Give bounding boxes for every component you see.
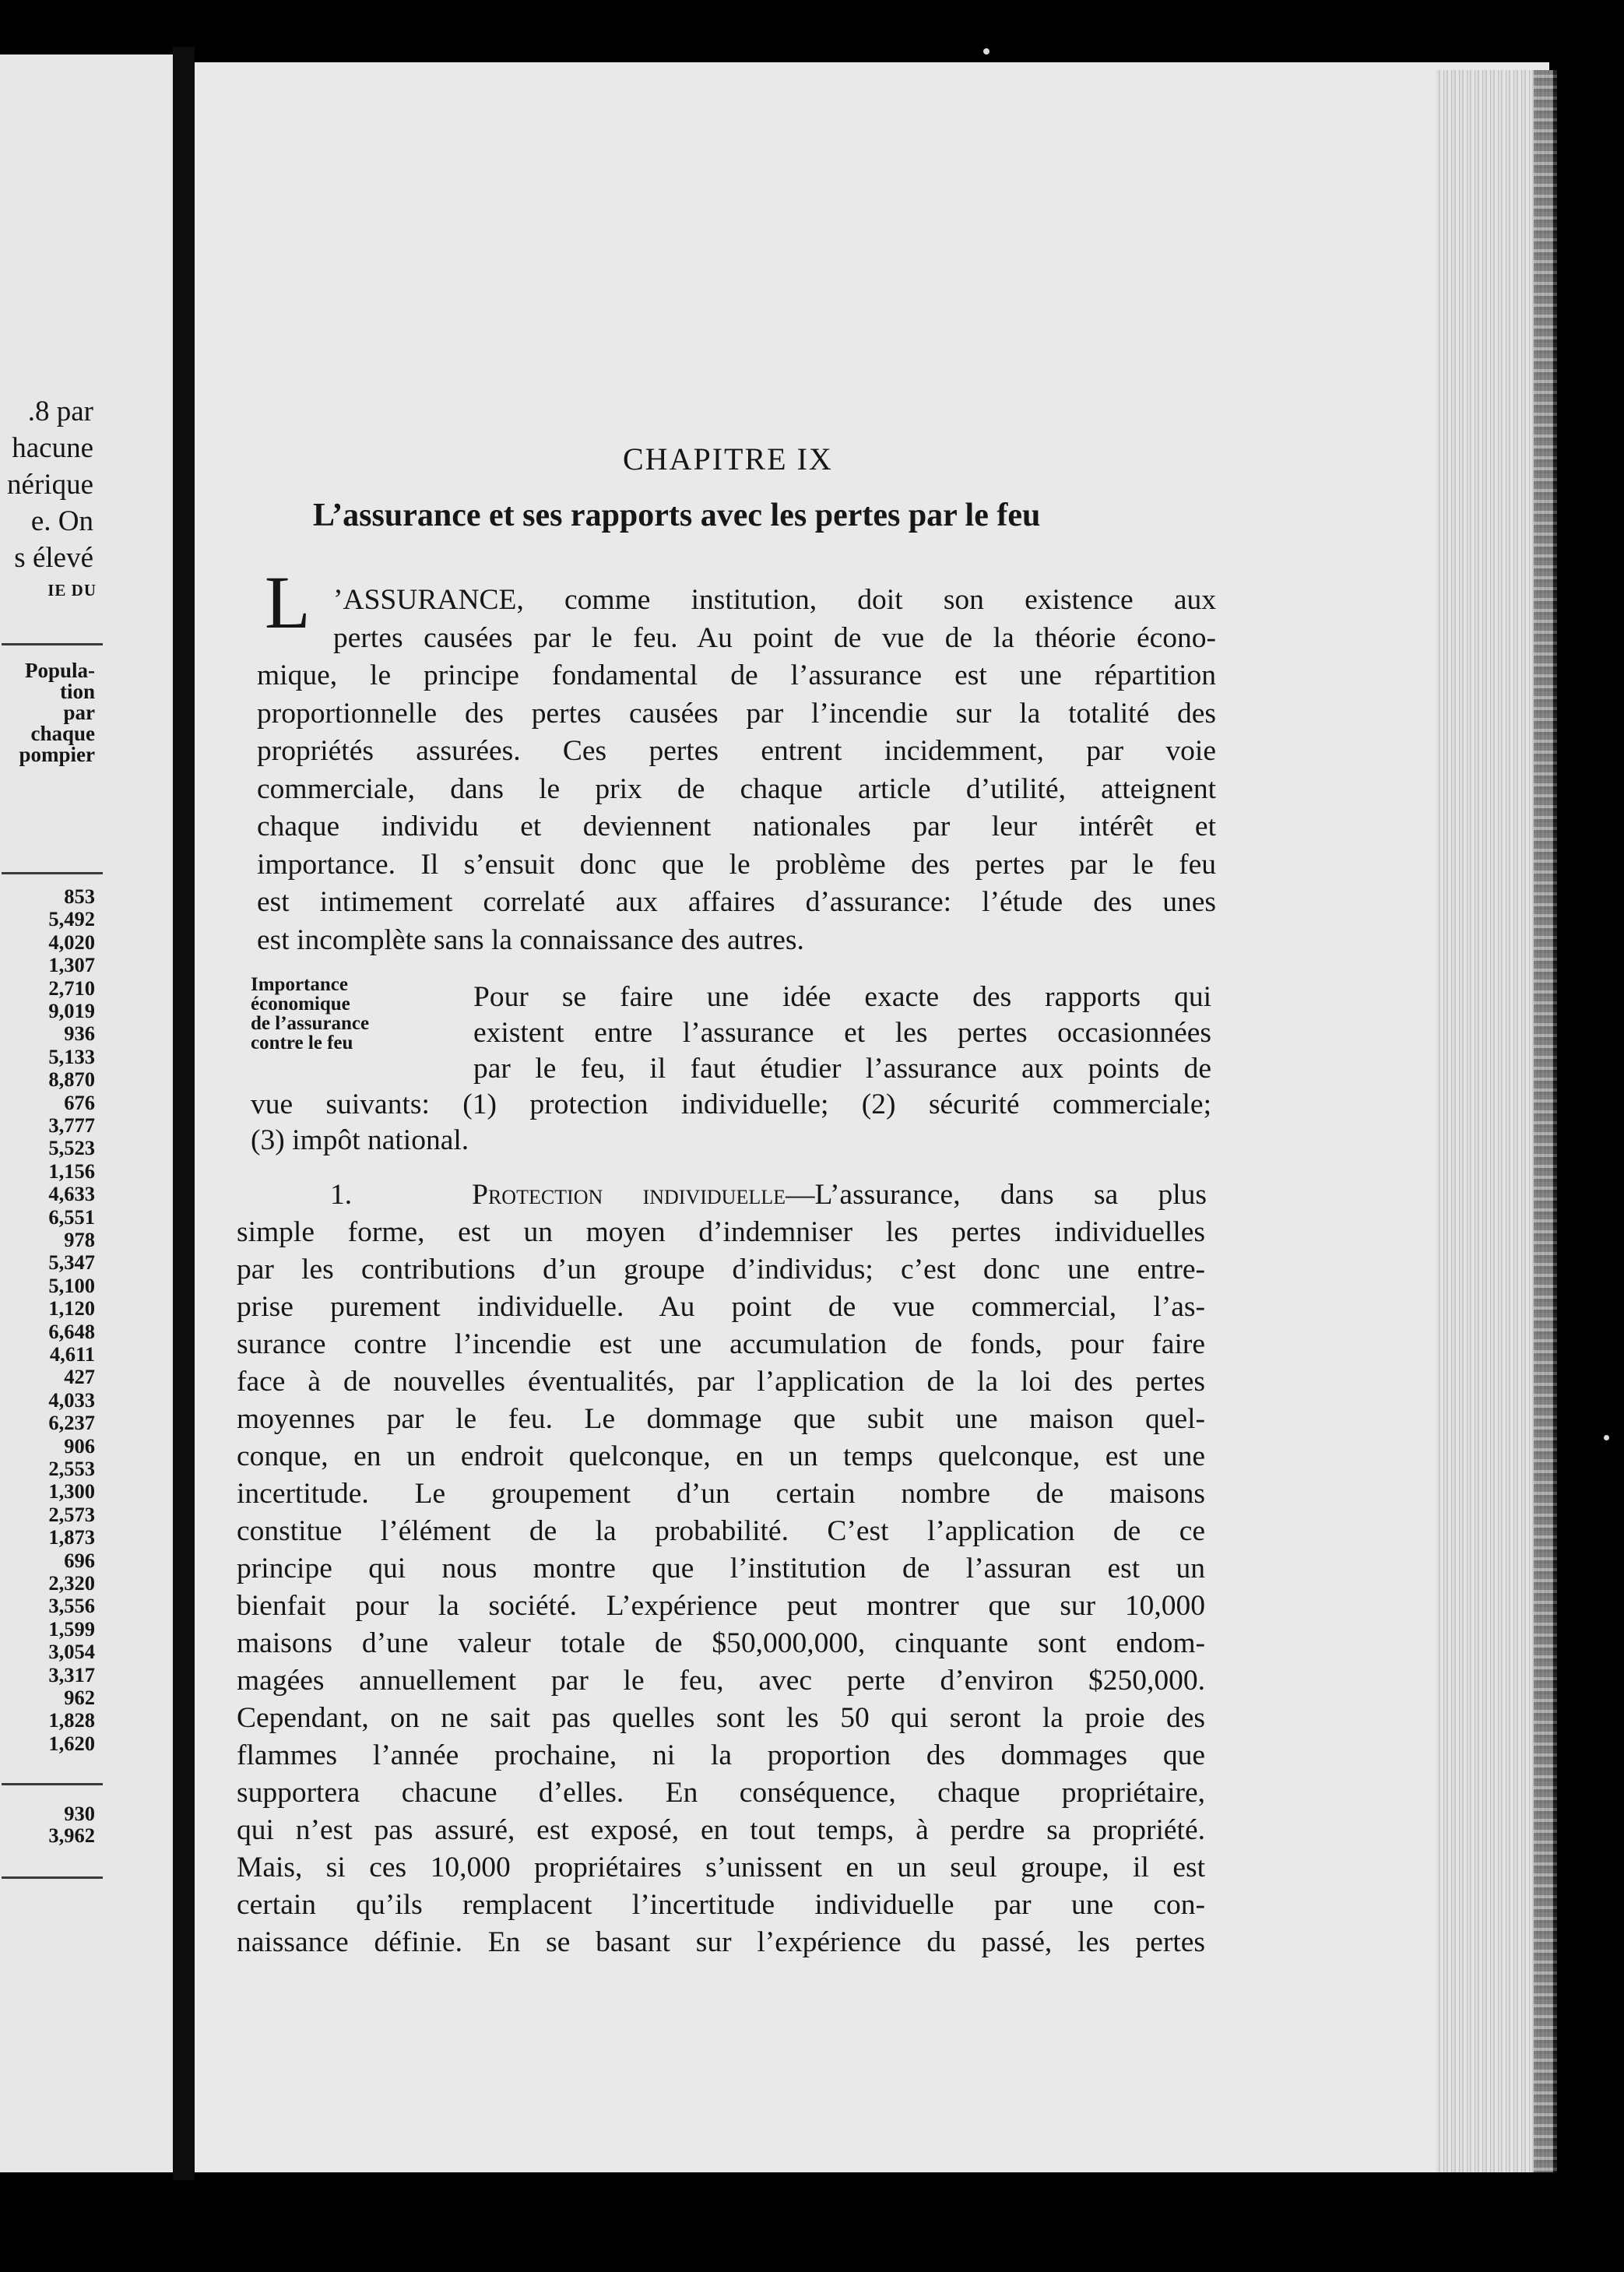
section-1-line: Cependant, on ne sait pas quelles sont les 50 qui seront la proie des xyxy=(237,1702,1205,1734)
left-page-text-line: s élevé xyxy=(14,542,93,574)
left-table-value: 8,870 xyxy=(48,1067,95,1092)
section-1-heading: Protection individuelle xyxy=(472,1179,786,1211)
left-table-value: 2,553 xyxy=(48,1457,95,1480)
left-page-text-line: e. On xyxy=(30,505,93,537)
left-table-value: 4,033 xyxy=(48,1387,95,1412)
left-table-value: 2,320 xyxy=(48,1571,95,1595)
chapter-number: CHAPITRE IX xyxy=(623,441,833,477)
section-1-line: Mais, si ces 10,000 propriétaires s’unissent en un seul groupe, il est xyxy=(237,1852,1205,1883)
intro-line: pertes causées par le feu. Au point de vue de la théorie écono- xyxy=(333,621,1216,654)
paragraph-2-line: (3) impôt national. xyxy=(251,1124,469,1156)
left-table-value: 427 xyxy=(64,1365,95,1389)
left-table-value: 906 xyxy=(64,1433,95,1458)
left-table-value: 696 xyxy=(64,1548,95,1572)
page-edge-shadow xyxy=(1534,70,1557,2172)
left-table-value: 9,019 xyxy=(48,999,95,1022)
left-table-rule-totals xyxy=(2,1783,103,1785)
left-table-value: 5,492 xyxy=(48,907,95,931)
margin-note-line: contre le feu xyxy=(251,1032,353,1053)
section-1-first-line xyxy=(330,1180,1207,1210)
left-table-value: 4,633 xyxy=(48,1182,95,1206)
left-table-total: 3,962 xyxy=(48,1824,95,1847)
section-1-line: magées annuellement par le feu, avec perte d’environ $250,000. xyxy=(237,1665,1205,1697)
left-table-total: 930 xyxy=(64,1802,95,1825)
left-table-value: 3,317 xyxy=(48,1662,95,1686)
left-page-text-line: nérique xyxy=(7,469,93,501)
left-table-value: 1,300 xyxy=(48,1479,95,1504)
left-table-rule-top xyxy=(2,643,103,645)
section-1-line: moyennes par le feu. Le dommage que subit une maison quel- xyxy=(237,1403,1205,1435)
drop-cap: L xyxy=(265,561,311,644)
left-table-value: 1,620 xyxy=(48,1731,95,1755)
section-1-line: par les contributions d’un groupe d’individus; c’est donc une entre- xyxy=(237,1254,1205,1285)
section-1-line: maisons d’une valeur totale de $50,000,000, cinquante sont endom- xyxy=(237,1627,1205,1659)
left-table-value: 1,873 xyxy=(48,1525,95,1549)
left-table-value: 4,611 xyxy=(49,1342,95,1366)
left-table-value: 3,054 xyxy=(48,1640,95,1664)
left-table-value: 4,020 xyxy=(48,930,95,954)
left-table-value: 1,120 xyxy=(48,1296,95,1321)
intro-line: ’ASSURANCE, comme institution, doit son existence aux xyxy=(333,584,1216,616)
left-table-value: 6,237 xyxy=(48,1411,95,1435)
left-column-header-line: pompier xyxy=(19,743,95,766)
intro-line: importance. Il s’ensuit donc que le problème des pertes par le feu xyxy=(257,848,1216,881)
left-table-value: 1,828 xyxy=(48,1708,95,1732)
left-column-header-line: Popula- xyxy=(24,659,95,682)
left-table-value: 1,307 xyxy=(48,953,95,977)
paragraph-2-line: existent entre l’assurance et les pertes occasionnées xyxy=(473,1017,1211,1049)
intro-line: proportionnelle des pertes causées par l’incendie sur la totalité des xyxy=(257,697,1216,730)
left-table-value: 5,100 xyxy=(48,1273,95,1297)
left-table-value: 676 xyxy=(64,1090,95,1114)
section-1-line: incertitude. Le groupement d’un certain nombre de maisons xyxy=(237,1478,1205,1510)
left-table-value: 6,551 xyxy=(48,1205,95,1229)
intro-line: mique, le principe fondamental de l’assurance est une répartition xyxy=(257,659,1216,691)
paragraph-2-line: par le feu, il faut étudier l’assurance aux points de xyxy=(473,1053,1211,1085)
paragraph-2-line: vue suivants: (1) protection individuelle; (2) sécurité commerciale; xyxy=(251,1089,1211,1120)
intro-line: commerciale, dans le prix de chaque article d’utilité, atteignent xyxy=(257,772,1216,805)
left-column-header-line: chaque xyxy=(30,722,95,745)
section-1-line: certain qu’ils remplacent l’incertitude individuelle par une con- xyxy=(237,1889,1205,1921)
margin-note-line: économique xyxy=(251,994,350,1015)
left-table-rule-bottom xyxy=(2,1876,103,1879)
section-1-line: conque, en un endroit quelconque, en un temps quelconque, est une xyxy=(237,1440,1205,1472)
scan-speck xyxy=(1604,1435,1609,1440)
left-page-heading-fragment: IE DU xyxy=(47,581,97,600)
left-table-value: 2,573 xyxy=(48,1502,95,1526)
section-1-line: supportera chacune d’elles. En conséquence, chaque propriétaire, xyxy=(237,1777,1205,1809)
left-table-value: 936 xyxy=(64,1022,95,1046)
margin-note-line: Importance xyxy=(251,974,348,995)
chapter-title: L’assurance et ses rapports avec les pertes par le feu xyxy=(313,498,1041,533)
section-1-line: prise purement individuelle. Au point de vue commercial, l’as- xyxy=(237,1291,1205,1323)
section-1-line: face à de nouvelles éventualités, par l’application de la loi des pertes xyxy=(237,1366,1205,1398)
intro-line: est intimement correlaté aux affaires d’assurance: l’étude des unes xyxy=(257,886,1216,918)
section-1-line: flammes l’année prochaine, ni la proportion des dommages que xyxy=(237,1739,1205,1771)
left-table-value: 1,599 xyxy=(48,1616,95,1641)
left-table-value: 962 xyxy=(64,1686,95,1709)
section-1-line: constitue l’élément de la probabilité. C’est l’application de ce xyxy=(237,1515,1205,1547)
section-1-line: principe qui nous montre que l’institution de l’assuran est un xyxy=(237,1553,1205,1584)
left-table-value: 1,156 xyxy=(48,1159,95,1183)
section-1-line: naissance définie. En se basant sur l’expérience du passé, les pertes xyxy=(237,1926,1205,1958)
left-table-value: 5,347 xyxy=(48,1250,95,1275)
section-1-number: 1. xyxy=(330,1179,353,1211)
left-table-value: 853 xyxy=(64,885,95,908)
section-1-line: simple forme, est un moyen d’indemniser les pertes individuelles xyxy=(237,1216,1205,1248)
left-page-fragment xyxy=(0,55,173,2172)
left-table-value: 6,648 xyxy=(48,1319,95,1343)
left-table-value: 978 xyxy=(64,1228,95,1251)
left-table-value: 2,710 xyxy=(48,976,95,1000)
margin-note-line: de l’assurance xyxy=(251,1013,370,1034)
section-1-line: surance contre l’incendie est une accumulation de fonds, pour faire xyxy=(237,1328,1205,1360)
left-column-header-line: tion xyxy=(59,680,95,703)
intro-line: est incomplète sans la connaissance des autres. xyxy=(257,923,804,956)
scan-speck xyxy=(983,48,990,55)
left-page-text-line: hacune xyxy=(12,432,93,464)
section-1-first-line-rest: —L’assurance, dans sa plus xyxy=(785,1179,1207,1211)
left-column-header-line: par xyxy=(63,701,95,724)
intro-line: chaque individu et deviennent nationales par leur intérêt et xyxy=(257,811,1216,842)
intro-line: propriétés assurées. Ces pertes entrent incidemment, par voie xyxy=(257,735,1216,767)
left-table-value: 5,133 xyxy=(48,1044,95,1068)
left-table-value: 5,523 xyxy=(48,1136,95,1160)
left-page-text-line: .8 par xyxy=(27,396,93,427)
book-gutter xyxy=(173,47,195,2180)
paragraph-2-line: Pour se faire une idée exacte des rapports qui xyxy=(473,981,1211,1013)
left-table-value: 3,556 xyxy=(48,1594,95,1618)
left-table-value: 3,777 xyxy=(48,1113,95,1137)
section-1-line: qui n’est pas assuré, est exposé, en tout temps, à perdre sa propriété. xyxy=(237,1814,1205,1846)
left-table-rule-header xyxy=(2,872,103,874)
section-1-line: bienfait pour la société. L’expérience peut montrer que sur 10,000 xyxy=(237,1590,1205,1622)
